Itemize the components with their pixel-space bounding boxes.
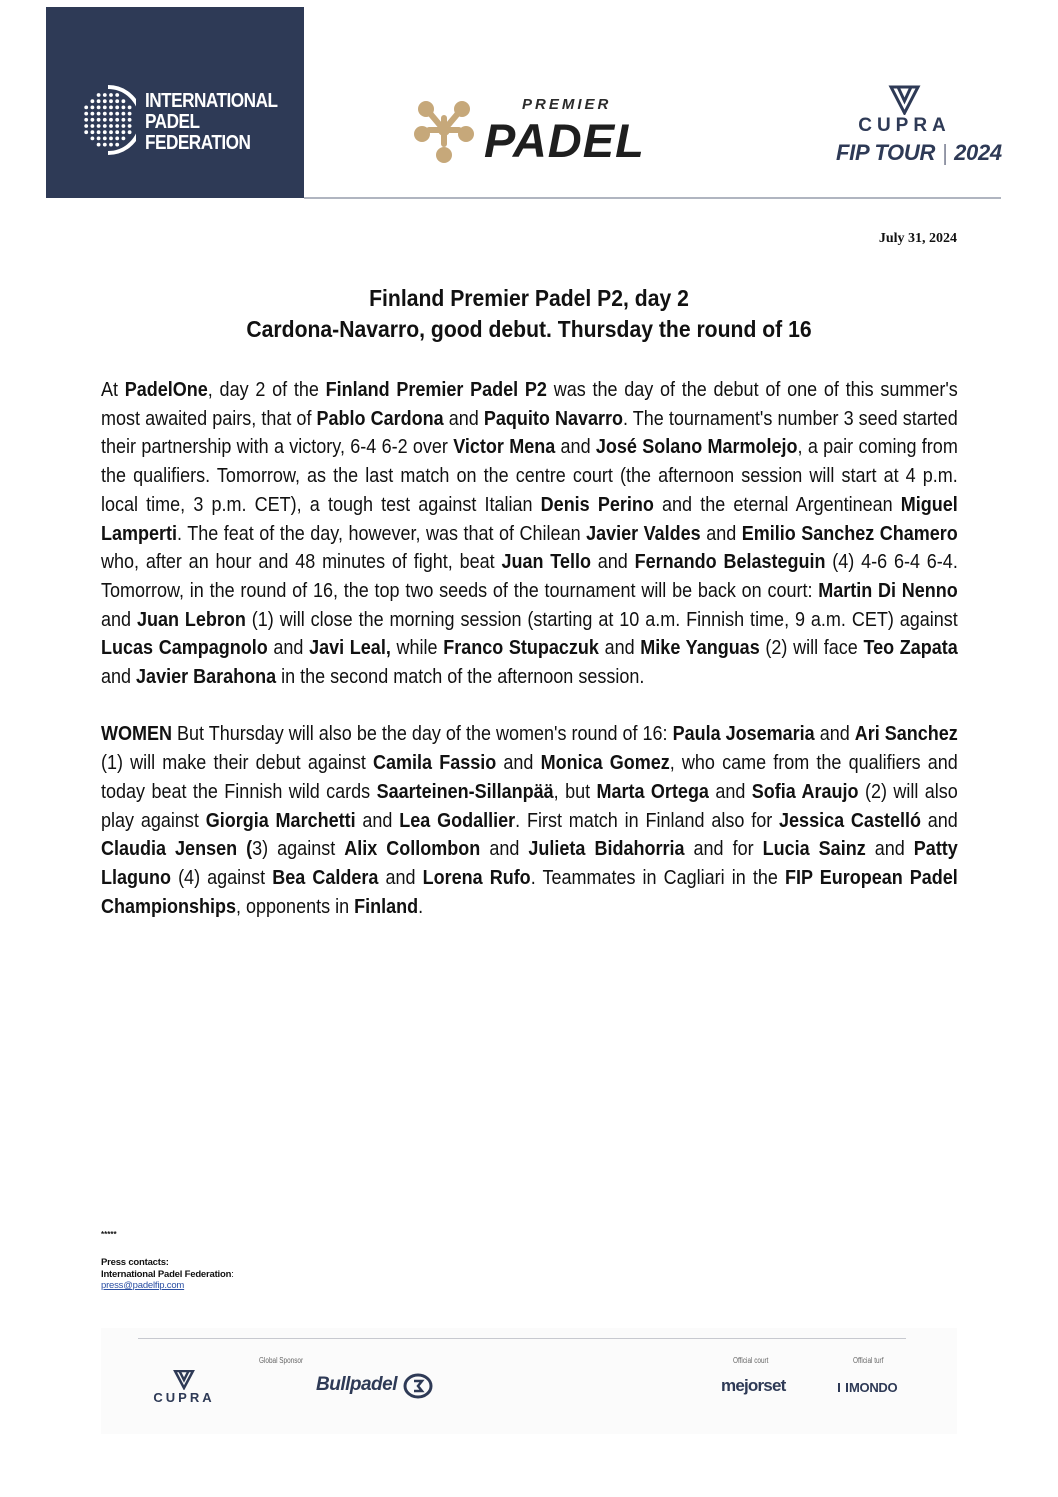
text-run: and the eternal Argentinean — [653, 493, 901, 516]
bold-name-run: WOMEN — [101, 723, 173, 746]
press-contacts-heading: Press contacts: — [101, 1257, 169, 1268]
press-org: International Padel Federation — [101, 1268, 232, 1280]
text-run: and — [920, 809, 958, 832]
ipf-dot — [91, 99, 95, 103]
ipf-dot — [97, 124, 101, 128]
ipf-dot — [84, 130, 88, 134]
ipf-dot — [97, 93, 101, 97]
ipf-dot — [103, 137, 107, 141]
text-run: At — [101, 379, 125, 401]
ipf-dot — [103, 118, 107, 122]
ipf-dot — [115, 143, 119, 147]
title-line-1: Finland Premier Padel P2, day 2 — [369, 285, 689, 311]
text-run: and — [865, 838, 914, 861]
text-run: and — [101, 666, 137, 689]
bold-name-run: Jessica Castelló — [779, 809, 921, 832]
ipf-dot — [103, 93, 107, 97]
mondo-wordmark: MONDO — [849, 1380, 898, 1395]
bold-name-run: Ari Sanchez — [854, 723, 958, 746]
press-email-link[interactable]: press@padelfip.com — [101, 1280, 185, 1291]
bold-name-run: Giorgia Marchetti — [205, 809, 356, 832]
bold-name-run: Julieta Bidahorria — [528, 838, 685, 861]
fip-tour-year: 2024 — [954, 140, 1002, 165]
ipf-dot — [128, 124, 132, 128]
text-run: and — [378, 866, 423, 889]
ipf-dot — [91, 124, 95, 128]
text-run: and — [555, 436, 596, 459]
bold-name-run: Franco Stupaczuk — [443, 637, 599, 660]
text-run: , but — [553, 780, 597, 803]
text-run: and — [708, 780, 752, 803]
ipf-dot — [103, 130, 107, 134]
ipf-dot — [97, 130, 101, 134]
ipf-dot — [115, 99, 119, 103]
bold-name-run: Sofia Araujo — [751, 780, 859, 803]
bold-name-run: Marta Ortega — [596, 780, 709, 803]
cupra-wordmark: CUPRA — [858, 115, 951, 136]
text-run: and — [814, 723, 855, 746]
bold-name-run: José Solano Marmolejo — [595, 436, 798, 459]
text-run: and — [443, 407, 484, 430]
ipf-dot — [103, 99, 107, 103]
text-run: . — [418, 895, 424, 918]
bold-name-run: Alix Collombon — [344, 838, 481, 861]
bold-name-run: Saarteinen-Sillanpää — [376, 780, 554, 803]
text-run: , who came from the qualifiers and today beat the Finnish wild cards — [101, 752, 958, 803]
ipf-dot — [122, 106, 126, 110]
press-org-colon: : — [231, 1268, 234, 1280]
mondo-lines-icon — [838, 1383, 848, 1392]
bold-name-run: Lucia Sainz — [762, 838, 866, 861]
ipf-dot — [109, 99, 113, 103]
bold-name-run: Martin Di Nenno — [818, 579, 958, 602]
text-run: and — [355, 809, 400, 832]
bold-name-run: Emilio Sanchez Chamero — [741, 522, 958, 545]
bold-name-run: Fernando Belasteguin — [634, 551, 826, 574]
bold-name-run: Patty Llaguno — [101, 838, 958, 889]
text-run: and — [480, 838, 529, 861]
ipf-dot — [103, 112, 107, 116]
bold-name-run: Mike Yanguas — [640, 637, 760, 660]
bold-name-run: Javier Barahona — [136, 666, 277, 689]
bold-name-run: Paula Josemaria — [672, 723, 815, 746]
bold-name-run: Paquito Navarro — [483, 407, 623, 430]
ipf-dot — [115, 93, 119, 97]
press-org-line — [101, 1269, 234, 1281]
ipf-dot — [122, 112, 126, 116]
bold-name-run: Victor Mena — [453, 436, 556, 459]
ipf-dot — [103, 106, 107, 110]
bold-name-run: Teo Zapata — [863, 637, 958, 660]
fip-tour-label: FIP TOUR — [836, 140, 936, 165]
ipf-line-1: INTERNATIONAL — [145, 90, 278, 112]
bold-name-run: Javier Valdes — [586, 522, 701, 545]
ipf-line-3: FEDERATION — [145, 132, 251, 154]
bold-name-run: Lea Godallier — [399, 809, 516, 832]
bold-name-run: Finland — [354, 895, 419, 918]
ipf-dot — [97, 137, 101, 141]
ipf-dot — [109, 93, 113, 97]
ipf-dot — [103, 143, 107, 147]
bullpadel-logo: Bullpadel — [316, 1374, 398, 1395]
ipf-dot — [122, 99, 126, 103]
ipf-dot — [115, 124, 119, 128]
page-title — [143, 283, 915, 345]
cupra-sponsor-logo — [137, 1370, 231, 1406]
cupra-emblem-icon — [832, 85, 977, 115]
ipf-dot — [115, 137, 119, 141]
text-run: (2) will also play against — [101, 780, 958, 832]
ipf-dot — [115, 106, 119, 110]
ipf-dot — [84, 118, 88, 122]
text-run: and — [101, 608, 137, 631]
official-turf-caption: Official turf — [853, 1356, 884, 1365]
official-court-caption: Official court — [733, 1356, 769, 1365]
text-run: (1) will make their debut against — [101, 752, 374, 775]
global-sponsor-caption: Global Sponsor — [259, 1356, 304, 1365]
mondo-logo — [838, 1380, 897, 1395]
bold-name-run: Denis Perino — [540, 493, 654, 516]
text-run: But Thursday will also be the day of the women's round of 16: — [172, 723, 673, 746]
text-run: (4) 4-6 6-4 6-4. Tomorrow, in the round of 16, the top two seeds of the tournament will be back on court: — [101, 551, 958, 602]
ipf-dot — [122, 118, 126, 122]
ipf-dot — [91, 112, 95, 116]
bullpadel-badge-icon — [403, 1373, 433, 1399]
text-run: while — [390, 637, 444, 660]
ipf-dot — [128, 118, 132, 122]
ipf-dot — [128, 130, 132, 134]
premier-label: PREMIER — [522, 96, 612, 113]
text-run: in the second match of the afternoon session. — [276, 666, 645, 689]
text-run: and — [598, 637, 641, 660]
ipf-dot — [91, 130, 95, 134]
paragraph-men — [101, 376, 958, 692]
ipf-dot — [122, 137, 126, 141]
text-run: (4) against — [170, 866, 273, 889]
text-run: and — [496, 752, 541, 775]
text-run: . Teammates in Cagliari in the — [530, 866, 785, 889]
header-divider — [304, 197, 1001, 199]
text-run: . First match in Finland also for — [515, 809, 780, 832]
text-run: and — [700, 522, 742, 545]
padel-wordmark: PADEL — [484, 114, 645, 167]
release-date: July 31, 2024 — [878, 231, 957, 246]
cupra-emblem-icon — [137, 1370, 231, 1390]
bold-name-run: Juan Tello — [501, 551, 591, 574]
paragraph-women — [101, 720, 958, 921]
text-run: was the day of the debut of one of this summer's most awaited pairs, that of — [101, 379, 958, 430]
bold-name-run: Finland Premier Padel P2 — [325, 379, 547, 401]
ipf-dot — [109, 137, 113, 141]
text-run: , opponents in — [236, 895, 355, 918]
ipf-dot — [97, 99, 101, 103]
text-run: and for — [684, 838, 763, 861]
text-run: . The tournament's number 3 seed started their partnership with a victory, 6-4 6-2 over — [101, 407, 958, 459]
ipf-dot — [128, 112, 132, 116]
ipf-dot — [109, 112, 113, 116]
ipf-dot — [115, 130, 119, 134]
ipf-dot — [84, 106, 88, 110]
text-run: who, after an hour and 48 minutes of fight, beat — [101, 551, 502, 574]
bold-name-run: Javi Leal, — [309, 637, 391, 660]
text-run: and — [267, 637, 310, 660]
ipf-dot — [115, 118, 119, 122]
ipf-dot — [91, 118, 95, 122]
fip-tour-separator: | — [941, 140, 948, 165]
ipf-dot — [84, 124, 88, 128]
ipf-dot — [109, 143, 113, 147]
bold-name-run: Monica Gomez — [540, 752, 670, 775]
ipf-dot — [103, 124, 107, 128]
bold-name-run: FIP European Padel Championships — [101, 866, 958, 918]
ipf-dot — [109, 130, 113, 134]
text-run: (1) will close the morning session (starting at 10 a.m. Finnish time, 9 a.m. CET) against — [245, 608, 958, 631]
bold-name-run: Bea Caldera — [272, 866, 379, 889]
ipf-dot — [122, 130, 126, 134]
bold-name-run: PadelOne — [124, 379, 208, 401]
ipf-dot — [122, 124, 126, 128]
ipf-dot — [109, 124, 113, 128]
text-run: 3) against — [252, 838, 345, 861]
ipf-dot — [91, 106, 95, 110]
fip-tour-logo — [836, 140, 1002, 166]
ipf-dot — [97, 106, 101, 110]
ipf-line-2: PADEL — [145, 111, 200, 133]
bold-name-run: Lucas Campagnolo — [101, 637, 268, 660]
text-run: , a pair coming from the qualifiers. Tomorrow, as the last match on the centre court (the afternoon session will start at 4 p.m. local time, 3 p.m. CET), a tough test against Italian — [101, 436, 958, 516]
text-run: , day 2 of the — [207, 379, 326, 401]
title-line-2: Cardona-Navarro, good debut. Thursday the round of 16 — [246, 316, 812, 342]
ipf-dot — [115, 112, 119, 116]
bold-name-run: Camila Fassio — [373, 752, 497, 775]
text-run: and — [590, 551, 635, 574]
article-body — [101, 376, 958, 950]
ipf-dot — [97, 118, 101, 122]
text-run: (2) will face — [759, 637, 864, 660]
bold-name-run: Miguel Lamperti — [101, 493, 958, 545]
ipf-wordmark — [145, 91, 277, 154]
premier-padel-flower-icon — [412, 97, 476, 163]
ipf-dot — [128, 106, 132, 110]
ipf-logo-block — [46, 7, 304, 198]
ipf-dot — [109, 106, 113, 110]
text-run: . The feat of the day, however, was that of Chilean — [177, 522, 587, 545]
ipf-dot — [97, 112, 101, 116]
separator-stars: ***** — [101, 1230, 117, 1239]
press-contacts — [101, 1257, 234, 1292]
bold-name-run: Pablo Cardona — [316, 407, 444, 430]
mejorset-logo: mejorset — [721, 1376, 786, 1395]
ipf-ball-icon — [74, 85, 136, 155]
ipf-dot — [97, 143, 101, 147]
bold-name-run: Claudia Jensen ( — [101, 838, 253, 861]
cupra-sponsor-wordmark: CUPRA — [153, 1390, 215, 1405]
ipf-dot — [109, 118, 113, 122]
bold-name-run: Lorena Rufo — [422, 866, 531, 889]
ipf-dot — [84, 112, 88, 116]
footer-divider — [138, 1338, 906, 1339]
ipf-dot — [91, 137, 95, 141]
bold-name-run: Juan Lebron — [136, 608, 246, 631]
